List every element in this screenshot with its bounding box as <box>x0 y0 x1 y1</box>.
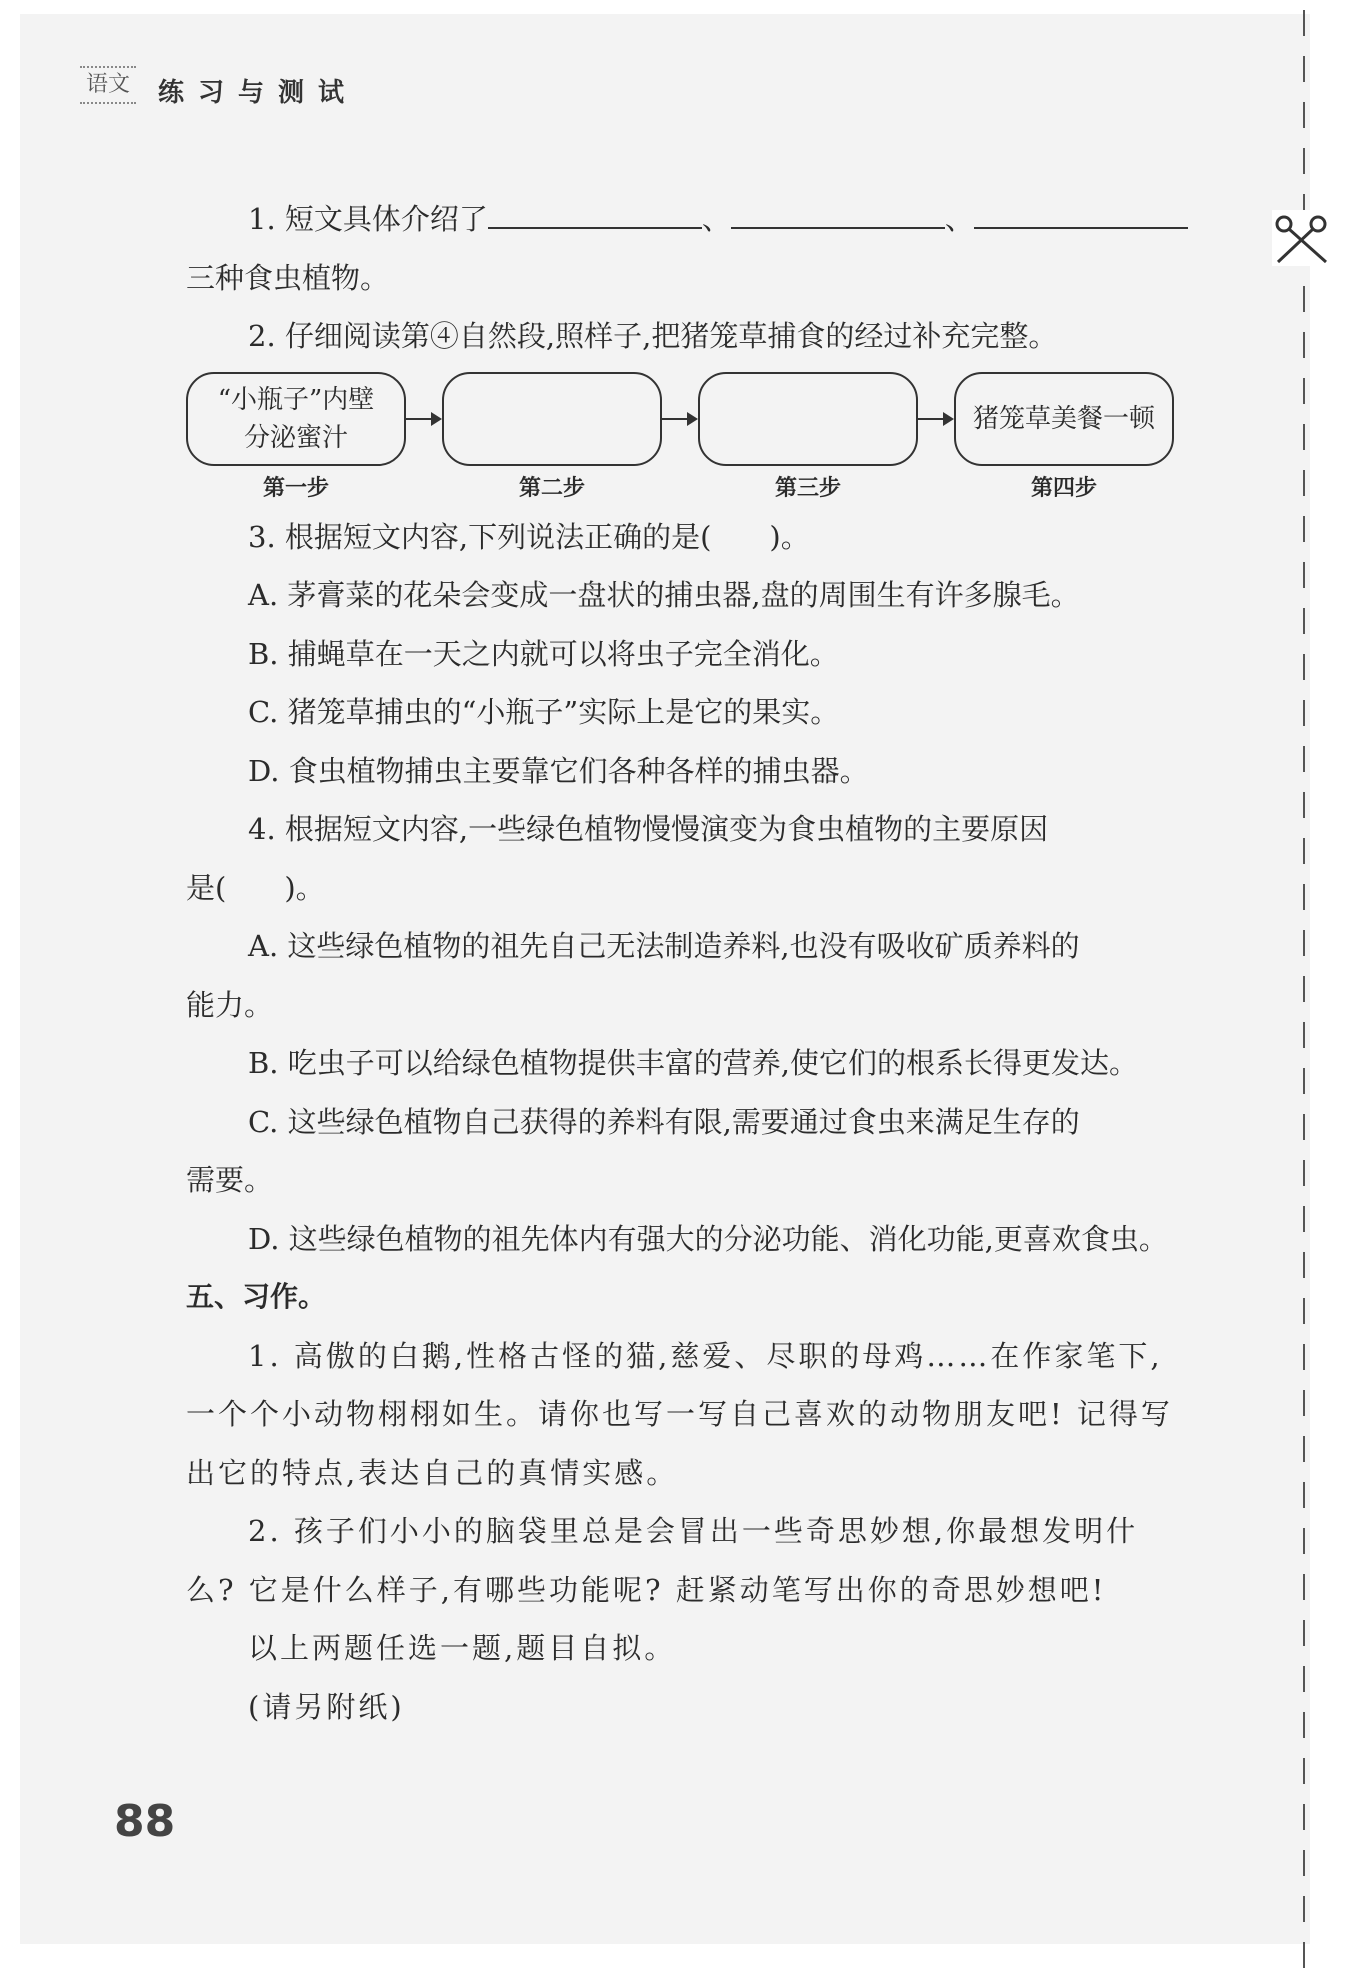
cut-line-dash <box>1303 1022 1305 1048</box>
option-d: D. 这些绿色植物的祖先体内有强大的分泌功能、消化功能,更喜欢食虫。 <box>248 1221 1168 1256</box>
flow-box-2[interactable] <box>442 372 662 466</box>
cut-line-dash <box>1303 378 1305 404</box>
cut-line-dash <box>1303 10 1305 36</box>
composition-prompt-1-cont: 一个个小动物栩栩如生。请你也写一写自己喜欢的动物朋友吧! 记得写 <box>186 1397 1173 1431</box>
cut-line-dash <box>1303 1666 1305 1692</box>
cut-line-dash <box>1303 746 1305 772</box>
option-c: C. 猪笼草捕虫的“小瓶子”实际上是它的果实。 <box>248 695 840 729</box>
cut-line-dash <box>1303 1436 1305 1462</box>
question-2: 2. 仔细阅读第④自然段,照样子,把猪笼草捕食的经过补充完整。 <box>248 319 1058 353</box>
question-4: 4. 根据短文内容,一些绿色植物慢慢演变为食虫植物的主要原因 <box>248 812 1049 846</box>
option-b: B. 吃虫子可以给绿色植物提供丰富的营养,使它们的根系长得更发达。 <box>248 1046 1138 1080</box>
option-a: A. 茅膏菜的花朵会变成一盘状的捕虫器,盘的周围生有许多腺毛。 <box>248 578 1080 612</box>
cut-line-dash <box>1303 1528 1305 1554</box>
page-number: 88 <box>114 1796 176 1847</box>
section-heading: 五、习作。 <box>186 1280 327 1313</box>
cut-line-dash <box>1303 654 1305 680</box>
cut-line-dash <box>1303 608 1305 634</box>
cut-line-dash <box>1303 1114 1305 1140</box>
cut-line-dash <box>1303 1206 1305 1232</box>
cut-line-dash <box>1303 1252 1305 1278</box>
cut-line-dash <box>1303 1804 1305 1830</box>
composition-prompt-1-cont: 出它的特点,表达自己的真情实感。 <box>186 1455 679 1490</box>
step-label: 第一步 <box>262 475 329 501</box>
answer-blank[interactable] <box>974 201 1188 229</box>
cut-line-dash <box>1303 1344 1305 1370</box>
cut-line-dash <box>1303 1068 1305 1094</box>
question-3: 3. 根据短文内容,下列说法正确的是( )。 <box>248 519 810 554</box>
composition-instruction: 以上两题任选一题,题目自拟。 <box>248 1631 677 1665</box>
worksheet-content <box>186 190 1204 1736</box>
cut-line-dash <box>1303 838 1305 864</box>
step-label: 第三步 <box>774 475 841 501</box>
option-d: D. 食虫植物捕虫主要靠它们各种各样的捕虫器。 <box>248 753 869 788</box>
cut-line-dash <box>1303 1942 1305 1968</box>
cut-line-dash <box>1303 1896 1305 1922</box>
answer-blank[interactable] <box>731 201 945 229</box>
cut-line-dash <box>1303 1482 1305 1508</box>
cut-line-dash <box>1303 1574 1305 1600</box>
cut-line-dash <box>1303 332 1305 358</box>
cut-line <box>1302 0 1308 1959</box>
cut-line-dash <box>1303 930 1305 956</box>
cut-line-dash <box>1303 700 1305 726</box>
question-1-cont: 三种食虫植物。 <box>186 260 390 295</box>
cut-line-dash <box>1303 516 1305 542</box>
cut-line-dash <box>1303 792 1305 818</box>
option-c-cont: 需要。 <box>186 1163 274 1197</box>
flow-box-3[interactable] <box>698 372 918 466</box>
cut-line-dash <box>1303 1758 1305 1784</box>
option-c: C. 这些绿色植物自己获得的养料有限,需要通过食虫来满足生存的 <box>248 1104 1080 1139</box>
cut-line-dash <box>1303 976 1305 1002</box>
cut-line-dash <box>1303 1712 1305 1738</box>
scissors-icon <box>1272 210 1332 266</box>
cut-line-dash <box>1303 102 1305 128</box>
step-label: 第二步 <box>518 475 585 501</box>
cut-line-dash <box>1303 56 1305 82</box>
cut-line-dash <box>1303 562 1305 588</box>
cut-line-dash <box>1303 884 1305 910</box>
composition-prompt-1: 1. 高傲的白鹅,性格古怪的猫,慈爱、尽职的母鸡……在作家笔下, <box>248 1338 1163 1373</box>
answer-blank[interactable] <box>488 201 702 229</box>
arrow-icon <box>662 418 696 420</box>
cut-line-dash <box>1303 424 1305 450</box>
option-a: A. 这些绿色植物的祖先自己无法制造养料,也没有吸收矿质养料的 <box>248 929 1080 963</box>
question-1: 1. 短文具体介绍了 、 、 <box>186 190 1204 249</box>
question-4-cont: 是( )。 <box>186 870 325 905</box>
flow-box-1: “小瓶子”内壁 分泌蜜汁 <box>186 372 406 466</box>
subject-tag: 语文 <box>80 66 136 104</box>
cut-line-dash <box>1303 1160 1305 1186</box>
cut-line-dash <box>1303 1620 1305 1646</box>
cut-line-dash <box>1303 1298 1305 1324</box>
arrow-icon <box>406 418 440 420</box>
cut-line-dash <box>1303 1390 1305 1416</box>
cut-line-dash <box>1303 148 1305 174</box>
attach-paper-note: (请另附纸) <box>248 1689 405 1724</box>
arrow-icon <box>918 418 952 420</box>
cut-line-dash <box>1303 1850 1305 1876</box>
composition-prompt-2-cont: 么? 它是什么样子,有哪些功能呢? 赶紧动笔写出你的奇思妙想吧! <box>186 1572 1107 1607</box>
composition-prompt-2: 2. 孩子们小小的脑袋里总是会冒出一些奇思妙想,你最想发明什 <box>248 1514 1139 1548</box>
flow-box-4: 猪笼草美餐一顿 <box>954 372 1174 466</box>
cut-line-dash <box>1303 286 1305 312</box>
option-a-cont: 能力。 <box>186 987 274 1022</box>
book-title: 练习与测试 <box>158 78 359 108</box>
cut-line-dash <box>1303 470 1305 496</box>
option-b: B. 捕蝇草在一天之内就可以将虫子完全消化。 <box>248 636 839 671</box>
flow-diagram <box>186 372 1204 501</box>
step-label: 第四步 <box>1030 475 1097 501</box>
